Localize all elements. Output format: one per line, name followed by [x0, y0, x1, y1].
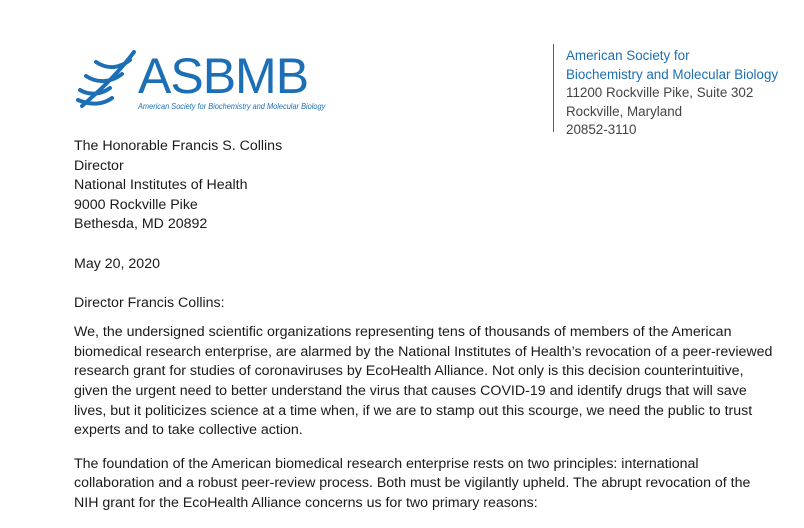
salutation: Director Francis Collins: — [74, 294, 225, 311]
recipient-line: Bethesda, MD 20892 — [74, 216, 208, 233]
address-zip: 20852-3110 — [566, 122, 637, 137]
recipient-line: National Institutes of Health — [74, 177, 248, 194]
paragraph-1 — [74, 323, 773, 441]
paragraph-line: biomedical research enterprise, are alarmed by the National Institutes of Health’s revocation of a peer-reviewed — [74, 343, 773, 360]
header-divider — [553, 44, 554, 132]
paragraph-line: collaboration and a robust peer-review process. Both must be vigilantly upheld. The abrupt revocation of the — [74, 475, 751, 492]
recipient-line: 9000 Rockville Pike — [74, 196, 198, 213]
letter-date: May 20, 2020 — [74, 255, 160, 272]
recipient-line: Director — [74, 157, 124, 174]
paragraph-line: lives, but it politicizes science at a time when, if we are to stamp out this scourge, we need the public to trust — [74, 402, 753, 419]
address-street: 11200 Rockville Pike, Suite 302 — [566, 85, 754, 100]
paragraph-line: given the urgent need to better understand the virus that causes COVID-19 and identify drugs that will save — [74, 382, 747, 399]
recipient-line: The Honorable Francis S. Collins — [74, 138, 283, 154]
paragraph-line: NIH grant for the EcoHealth Alliance concerns us for two primary reasons: — [74, 494, 538, 511]
org-name-line1: American Society for — [566, 48, 690, 63]
paragraph-2 — [74, 455, 754, 514]
paragraph-line: experts and to take collective action. — [74, 422, 303, 439]
logo-acronym: ASBMB — [138, 48, 309, 104]
sender-address — [566, 47, 778, 140]
recipient-block — [74, 137, 754, 235]
logo-subtitle: American Society for Biochemistry and Molecular Biology — [138, 101, 326, 111]
asbmb-logo — [76, 46, 326, 118]
address-city: Rockville, Maryland — [566, 103, 683, 119]
paragraph-line: research grant for studies of coronaviruses by EcoHealth Alliance. Not only is this decision counterintuitive, — [74, 363, 744, 380]
letter-body — [74, 137, 773, 528]
dna-helix-icon — [76, 46, 140, 112]
paragraph-line: The foundation of the American biomedical research enterprise rests on two principles: international — [74, 455, 699, 472]
org-name-line2: Biochemistry and Molecular Biology — [566, 66, 779, 82]
paragraph-line: We, the undersigned scientific organizations representing tens of thousands of members of the American — [74, 324, 732, 341]
